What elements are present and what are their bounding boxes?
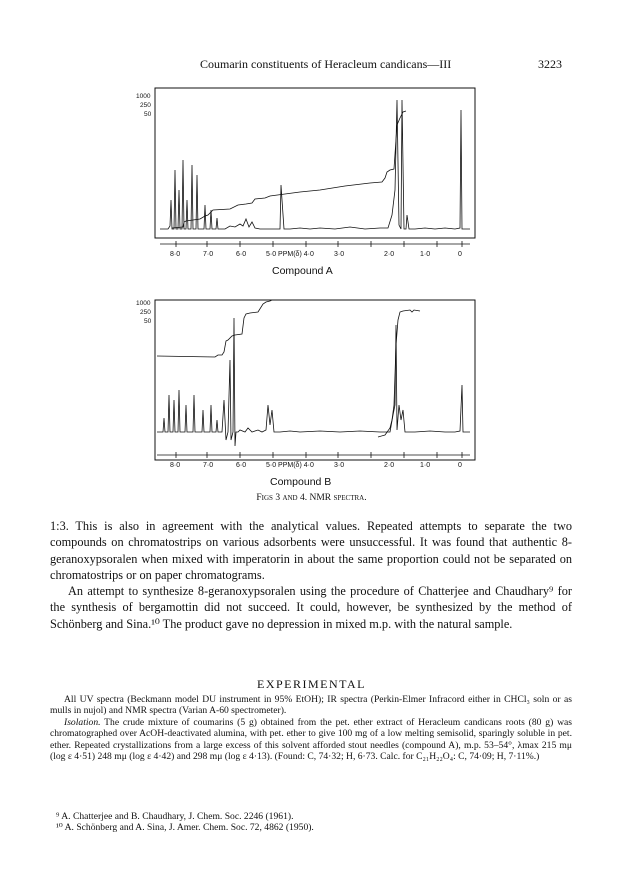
isolation-text: The crude mixture of coumarins (5 g) obtained from the pet. ether extract of Heracleum candicans roots (80 g) was chromatographed over AcOH-deactivated alumina, with pet. ether to give 100 mg of a low melting semisolid, sparingly soluble in pet. ether. Repeated crystallizations from a large excess of this solvent afforded stout needles (compound A), m.p. 53–54°, λmax 215 mμ (log ε 4·51) 248 mμ (log ε 4·42) and 298 mμ (log ε 4·13). (Found: C, 74·32; H, 6·73. Calc. for C₂₁H₂₂O₄: C, 74·09; H, 7·11%.) [50,716,572,763]
scale-1000-a: 1000 [136,93,151,100]
compound-b-label: Compound B [270,476,332,488]
tick-a-7: 7·0 [203,251,214,258]
spectrum-a [136,88,475,277]
spectrum-trace-b [157,318,470,446]
running-title: Coumarin constituents of Heracleum candicans—III [200,57,452,71]
tick-b-8: 8·0 [170,462,181,469]
integral-trace-b [157,300,420,437]
tick-b-3: 3·0 [334,462,345,469]
tick-a-6: 6·0 [236,251,247,258]
spectrum-b-frame [155,300,475,460]
compound-a-label: Compound A [272,265,333,277]
body-paragraph-1: 1:3. This is also in agreement with the analytical values. Repeated attempts to separate the two compounds on chromatostrips on various adsorbents were unsuccessful. It was found that authentic 8-geranoxypsoralen when mixed with imperatorin in about the same proportion could not be separated on chromatostrips or on paper chromatograms. [50,519,572,582]
tick-b-7: 7·0 [203,462,214,469]
scale-1000-b: 1000 [136,300,151,307]
scale-50-a: 50 [144,111,152,118]
tick-a-8: 8·0 [170,251,181,258]
body-paragraph-2: An attempt to synthesize 8-geranoxypsoralen using the procedure of Chatterjee and Chaudhary⁹ for the synthesis of bergamottin did not succeed. It could, however, be synthesized by the method of Schönberg and Sina.¹⁰ The product gave no depression in mixed m.p. with the natural sample. [50,584,572,631]
scale-250-a: 250 [140,102,151,109]
spectrum-trace-a [160,100,470,229]
tick-b-6: 6·0 [236,462,247,469]
reference-9: ⁹ A. Chatterjee and B. Chaudhary, J. Chem. Soc. 2246 (1961). [56,811,294,822]
tick-a-2: 2·0 [384,251,395,258]
experimental-heading: EXPERIMENTAL [256,677,367,691]
spectrum-b [136,300,475,488]
tick-b-0: 0 [458,462,462,469]
experimental-paragraph-2 [50,717,572,763]
scale-250-b: 250 [140,309,151,316]
reference-10: ¹⁰ A. Schönberg and A. Sina, J. Amer. Chem. Soc. 72, 4862 (1950). [56,822,314,834]
experimental-paragraph-1: All UV spectra (Beckmann model DU instrument in 95% EtOH); IR spectra (Perkin-Elmer Infracord either in CHCl₃ soln or as mulls in nujol) and NMR spectra (Varian A-60 spectrometer). [50,694,572,717]
body-text [50,518,572,632]
scale-50-b: 50 [144,318,152,325]
tick-a-5-4: 5·0 PPM(δ) 4·0 [266,251,314,258]
references [50,811,572,834]
page-number: 3223 [538,57,562,71]
tick-b-1: 1·0 [420,462,431,469]
isolation-label: Isolation. [64,716,101,728]
tick-a-0: 0 [458,251,462,258]
experimental-section [50,694,572,762]
tick-a-3: 3·0 [334,251,345,258]
tick-b-5-4: 5·0 PPM(δ) 4·0 [266,462,314,469]
integral-trace-a [172,111,406,228]
figure-caption: Figs 3 and 4. NMR spectra. [256,493,367,503]
tick-b-2: 2·0 [384,462,395,469]
spectrum-a-frame [155,88,475,238]
tick-a-1: 1·0 [420,251,431,258]
